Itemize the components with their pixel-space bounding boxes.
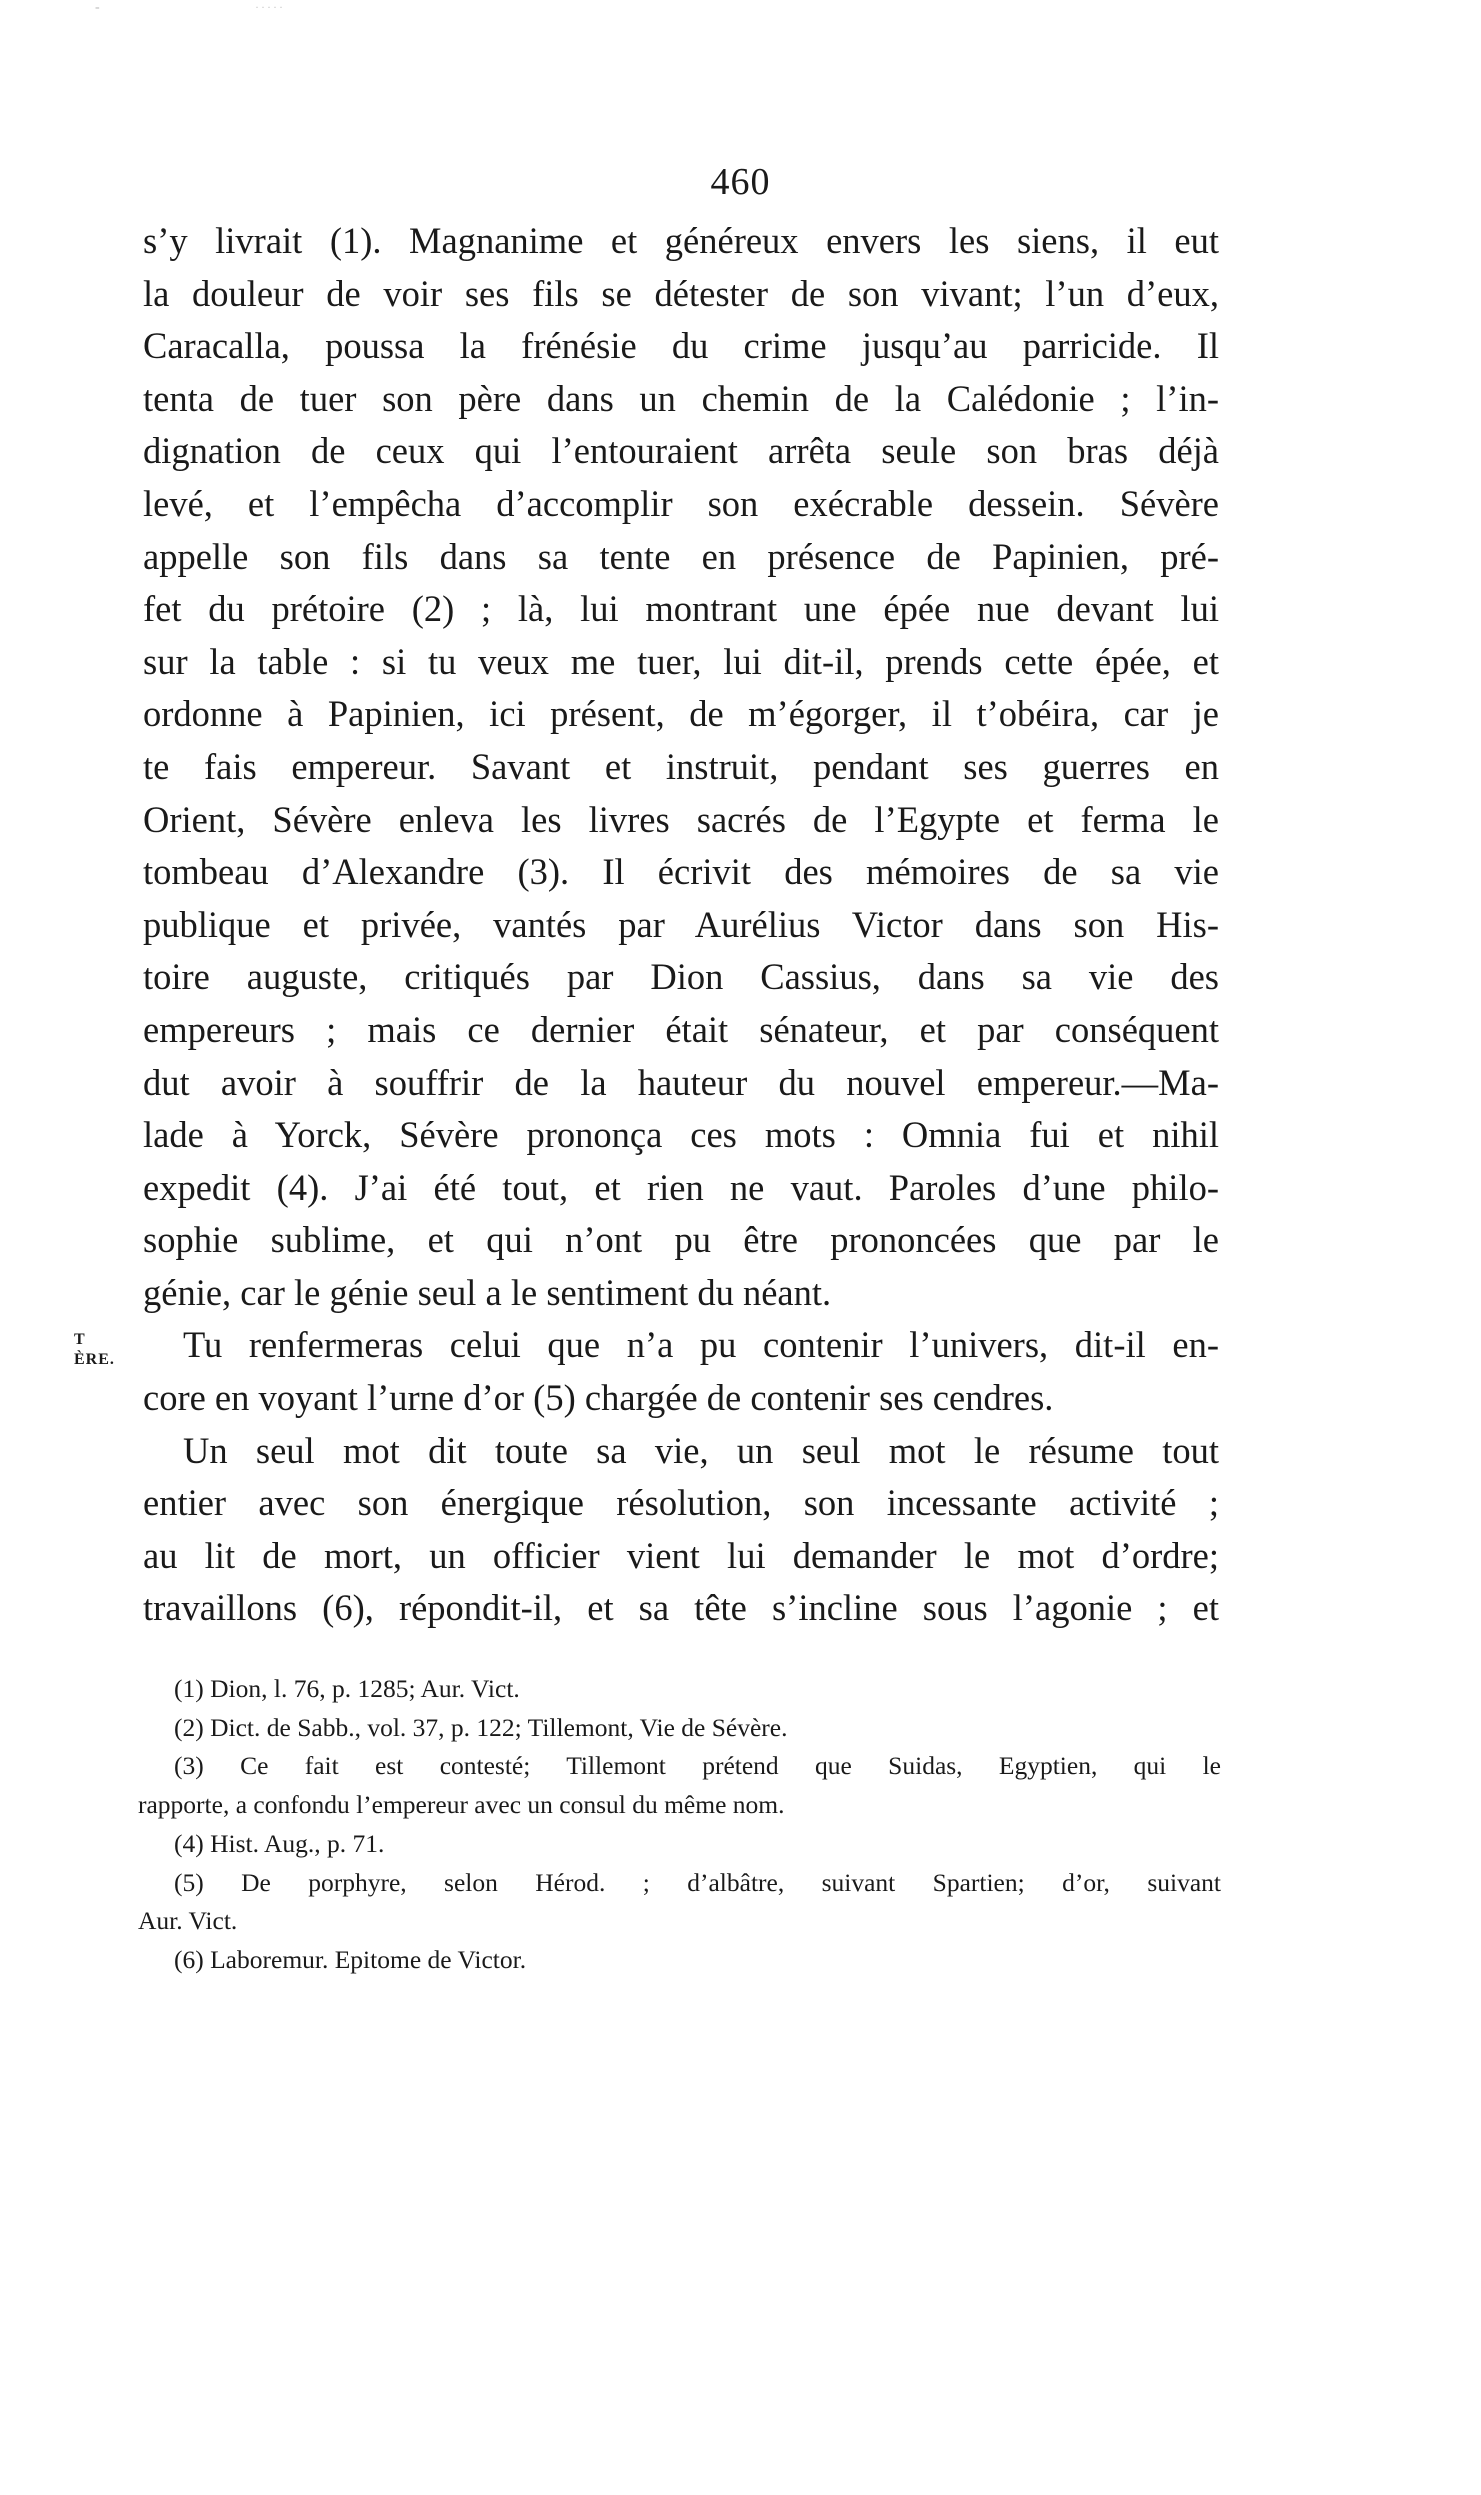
text-line: la douleur de voir ses fils se détester de son vivant; l’un d’eux,: [143, 272, 1219, 314]
footnote-line: (5) De porphyre, selon Hérod. ; d’albâtre, suivant Spartien; d’or, suivant: [174, 1867, 1221, 1897]
text-line: ordonne à Papinien, ici présent, de m’égorger, il t’obéira, car je: [143, 693, 1219, 735]
footnote-line: rapporte, a confondu l’empereur avec un consul du même nom.: [138, 1790, 785, 1820]
footnote-line: (1) Dion, l. 76, p. 1285; Aur. Vict.: [174, 1674, 520, 1703]
text-line: lade à Yorck, Sévère prononça ces mots : Omnia fui et nihil: [143, 1114, 1219, 1156]
text-line: tombeau d’Alexandre (3). Il écrivit des mémoires de sa vie: [143, 851, 1219, 893]
text-line: core en voyant l’urne d’or (5) chargée de contenir ses cendres.: [143, 1377, 1054, 1419]
text-line: publique et privée, vantés par Aurélius Victor dans son His-: [143, 903, 1219, 945]
text-line: s’y livrait (1). Magnanime et généreux envers les siens, il eut: [143, 220, 1219, 261]
page-number: 460: [710, 161, 771, 203]
scan-speck: -: [95, 0, 100, 15]
text-line: sophie sublime, et qui n’ont pu être prononcées que par le: [143, 1219, 1219, 1261]
footnote-line: (4) Hist. Aug., p. 71.: [174, 1828, 385, 1858]
text-line: te fais empereur. Savant et instruit, pendant ses guerres en: [143, 745, 1219, 787]
text-line: empereurs ; mais ce dernier était sénateur, et par conséquent: [143, 1008, 1219, 1050]
text-line: dut avoir à souffrir de la hauteur du nouvel empereur.—Ma-: [143, 1061, 1219, 1103]
margin-note-line: ÈRE.: [74, 1351, 115, 1368]
margin-note: [74, 1330, 115, 1370]
text-line: Caracalla, poussa la frénésie du crime jusqu’au parricide. Il: [143, 325, 1219, 367]
text-line: sur la table : si tu veux me tuer, lui dit-il, prends cette épée, et: [143, 640, 1219, 682]
text-line: au lit de mort, un officier vient lui demander le mot d’ordre;: [143, 1534, 1219, 1576]
footnote-line: (3) Ce fait est contesté; Tillemont prétend que Suidas, Egyptien, qui le: [174, 1751, 1221, 1781]
text-line: dignation de ceux qui l’entouraient arrêta seule son bras déjà: [143, 430, 1219, 472]
text-line: fet du prétoire (2) ; là, lui montrant une épée nue devant lui: [143, 588, 1219, 630]
text-line: Orient, Sévère enleva les livres sacrés de l’Egypte et ferma le: [143, 798, 1219, 840]
text-line: levé, et l’empêcha d’accomplir son exécrable dessein. Sévère: [143, 482, 1219, 524]
text-line: tenta de tuer son père dans un chemin de la Calédonie ; l’in-: [143, 377, 1219, 419]
scan-speck: ·····: [255, 0, 285, 14]
footnotes: [138, 1670, 1221, 1980]
footnote-line: (2) Dict. de Sabb., vol. 37, p. 122; Tillemont, Vie de Sévère.: [174, 1712, 788, 1742]
text-line: appelle son fils dans sa tente en présence de Papinien, pré-: [143, 535, 1219, 577]
text-line: toire auguste, critiqués par Dion Cassius, dans sa vie des: [143, 956, 1219, 998]
footnote-line: Aur. Vict.: [138, 1906, 238, 1936]
text-line: entier avec son énergique résolution, son incessante activité ;: [143, 1482, 1219, 1524]
body-text: [143, 215, 1219, 1635]
text-line: génie, car le génie seul a le sentiment du néant.: [143, 1271, 832, 1313]
footnote-line: (6) Laboremur. Epitome de Victor.: [174, 1944, 527, 1974]
text-line: Tu renfermeras celui que n’a pu contenir l’univers, dit-il en-: [183, 1324, 1219, 1366]
text-line: travaillons (6), répondit-il, et sa tête s’incline sous l’agonie ; et: [143, 1587, 1219, 1629]
text-line: Un seul mot dit toute sa vie, un seul mot le résume tout: [183, 1429, 1219, 1471]
text-line: expedit (4). J’ai été tout, et rien ne vaut. Paroles d’une philo-: [143, 1166, 1219, 1208]
margin-note-line: T: [74, 1331, 86, 1348]
